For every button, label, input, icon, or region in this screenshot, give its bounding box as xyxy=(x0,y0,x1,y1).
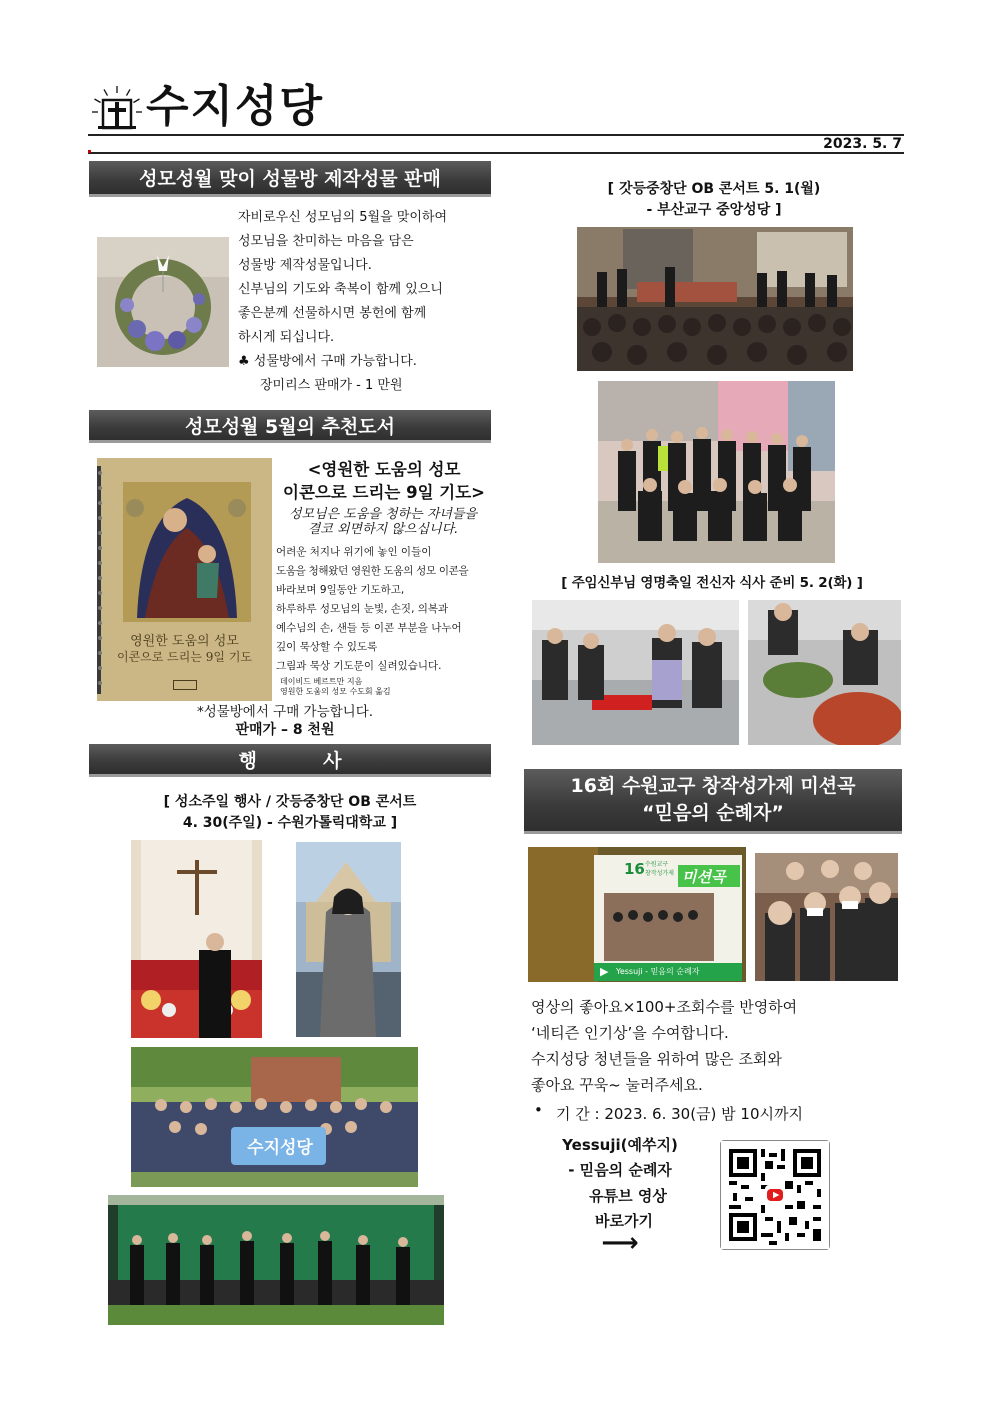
kitchen-photo-2 xyxy=(748,600,901,745)
book-subtitle-1: 성모님은 도움을 청하는 자녀들을 xyxy=(288,507,478,522)
contest-description xyxy=(531,994,891,1098)
link-line-3[interactable]: 유튜브 영상 xyxy=(589,1187,667,1205)
meal-caption: [ 주임신부님 영명축일 전신자 식사 준비 5. 2(화) ] xyxy=(561,575,863,591)
link-line-4[interactable]: 바로가기 xyxy=(595,1212,653,1230)
wreath-photo xyxy=(97,237,229,367)
contest-period: 기 간 : 2023. 6. 30(금) 밤 10시까지 xyxy=(556,1105,803,1123)
sale-line: 좋은분께 선물하시면 봉헌에 함께 xyxy=(238,306,427,321)
masthead xyxy=(88,78,388,136)
sale-line: 자비로우신 성모님의 5월을 맞이하여 xyxy=(238,210,448,225)
book-desc-line: 깊이 묵상할 수 있도록 xyxy=(276,641,378,653)
book-desc-line: 그림과 묵상 기도문이 실려있습니다. xyxy=(276,660,442,672)
book-author: 데이비드 베르트만 지음 xyxy=(280,677,363,686)
book-title-1: <영원한 도움의 성모 xyxy=(307,460,461,479)
sale-heading-text: 성모성월 맞이 성물방 제작성물 판매 xyxy=(139,168,441,190)
sale-line: 신부님의 기도와 축복이 함께 있으니 xyxy=(238,282,443,297)
book-desc-line: 어려운 처지나 위기에 놓인 이들이 xyxy=(276,546,432,558)
period-bullet: • xyxy=(534,1101,543,1119)
book-purchase-note: *성물방에서 구매 가능합니다. xyxy=(196,704,374,720)
book-translator: 영원한 도움의 성모 수도회 옮김 xyxy=(280,687,391,696)
contest-desc-line: ‘네티즌 인기상’을 수여합니다. xyxy=(531,1024,729,1042)
concert-caption-2: - 부산교구 중앙성당 ] xyxy=(646,202,782,218)
book-cover xyxy=(97,458,272,701)
book-heading xyxy=(89,410,491,443)
sale-heading xyxy=(89,161,491,197)
book-description xyxy=(276,543,496,676)
link-line-1[interactable]: Yessuji(예쑤지) xyxy=(562,1136,678,1154)
book-desc-line: 예수님의 손, 샌들 등 이콘 부분을 나누어 xyxy=(276,622,462,634)
book-heading-text: 성모성월 5월의 추천도서 xyxy=(185,415,395,438)
contest-desc-line: 좋아요 꾸욱~ 눌러주세요. xyxy=(531,1076,703,1094)
busan-group-photo xyxy=(598,381,835,563)
sale-line: 성물방 제작성물입니다. xyxy=(238,258,372,273)
page-title: 수지성당 xyxy=(146,81,325,132)
issue-date: 2023. 5. 7 xyxy=(823,136,902,152)
events-caption-2: 4. 30(주일) - 수원가톨릭대학교 ] xyxy=(182,815,398,831)
link-line-2[interactable]: - 믿음의 순례자 xyxy=(568,1161,672,1179)
play-icon: ▶ xyxy=(600,965,609,978)
contest-heading-line2: “믿음의 순례자” xyxy=(642,802,784,824)
sale-text xyxy=(238,206,488,398)
book-subtitle-2: 결코 외면하지 않으십니다. xyxy=(307,522,459,537)
qr-code-icon xyxy=(721,1141,829,1249)
book-desc-line: 도움을 청해왔던 영원한 도움의 성모 이콘을 xyxy=(276,565,469,577)
header-underline xyxy=(88,152,904,154)
sale-line: 성모님을 찬미하는 마음을 담은 xyxy=(238,234,414,249)
thumb-title: 미션곡 xyxy=(682,868,726,886)
qr-code[interactable] xyxy=(720,1140,830,1250)
sale-line: 하시게 되십니다. xyxy=(238,330,335,345)
youtube-thumbnail[interactable] xyxy=(528,847,746,982)
book-title-2: 이콘으로 드리는 9일 기도> xyxy=(283,483,485,502)
events-heading-text: 행 사 xyxy=(238,749,342,772)
events-caption-1: [ 성소주일 행사 / 갓등중창단 OB 콘서트 xyxy=(163,794,417,810)
group-photo-1 xyxy=(131,1047,418,1187)
book-price: 판매가 – 8 천원 xyxy=(235,722,335,738)
thumb-footer: Yessuji - 믿음의 순례자 xyxy=(616,967,700,976)
contest-heading xyxy=(524,769,902,834)
thumb-badge-1: 수원교구 xyxy=(645,861,669,868)
events-heading xyxy=(89,744,491,777)
youth-selfie-photo xyxy=(755,853,898,981)
thumb-number: 16 xyxy=(624,860,645,878)
contest-desc-line: 수지성당 청년들을 위하여 많은 조회와 xyxy=(531,1050,782,1068)
arrow-right-icon: ⟶ xyxy=(601,1228,639,1258)
concert-caption-1: [ 갓등중창단 OB 콘서트 5. 1(월) xyxy=(607,181,821,197)
church-concert-photo xyxy=(577,227,853,371)
header-rule xyxy=(88,134,904,136)
seminarian-photo xyxy=(131,840,262,1038)
sale-price: 장미리스 판매가 - 1 만원 xyxy=(260,378,403,393)
cover-title-2: 이콘으로 드리는 9일 기도 xyxy=(117,650,252,664)
church-logo-icon xyxy=(92,84,142,132)
kitchen-photo-1 xyxy=(532,600,739,745)
contest-desc-line: 영상의 좋아요×100+조회수를 반영하여 xyxy=(531,998,798,1016)
cover-publisher-box xyxy=(173,680,197,690)
book-desc-line: 바라보며 9일동안 기도하고, xyxy=(276,584,405,596)
book-desc-line: 하루하루 성모님의 눈빛, 손짓, 의복과 xyxy=(276,603,449,615)
banner-text: 수지성당 xyxy=(247,1138,313,1158)
sale-line: ♣ 성물방에서 구매 가능합니다. xyxy=(238,354,417,369)
red-mark xyxy=(88,150,91,153)
contest-heading-line1: 16회 수원교구 창작성가제 미션곡 xyxy=(570,775,856,797)
nun-photo xyxy=(296,842,401,1037)
cover-title-1: 영원한 도움의 성모 xyxy=(130,634,239,649)
thumb-badge-2: 창작성가제 xyxy=(645,870,674,877)
concert-stage-photo xyxy=(108,1195,444,1325)
